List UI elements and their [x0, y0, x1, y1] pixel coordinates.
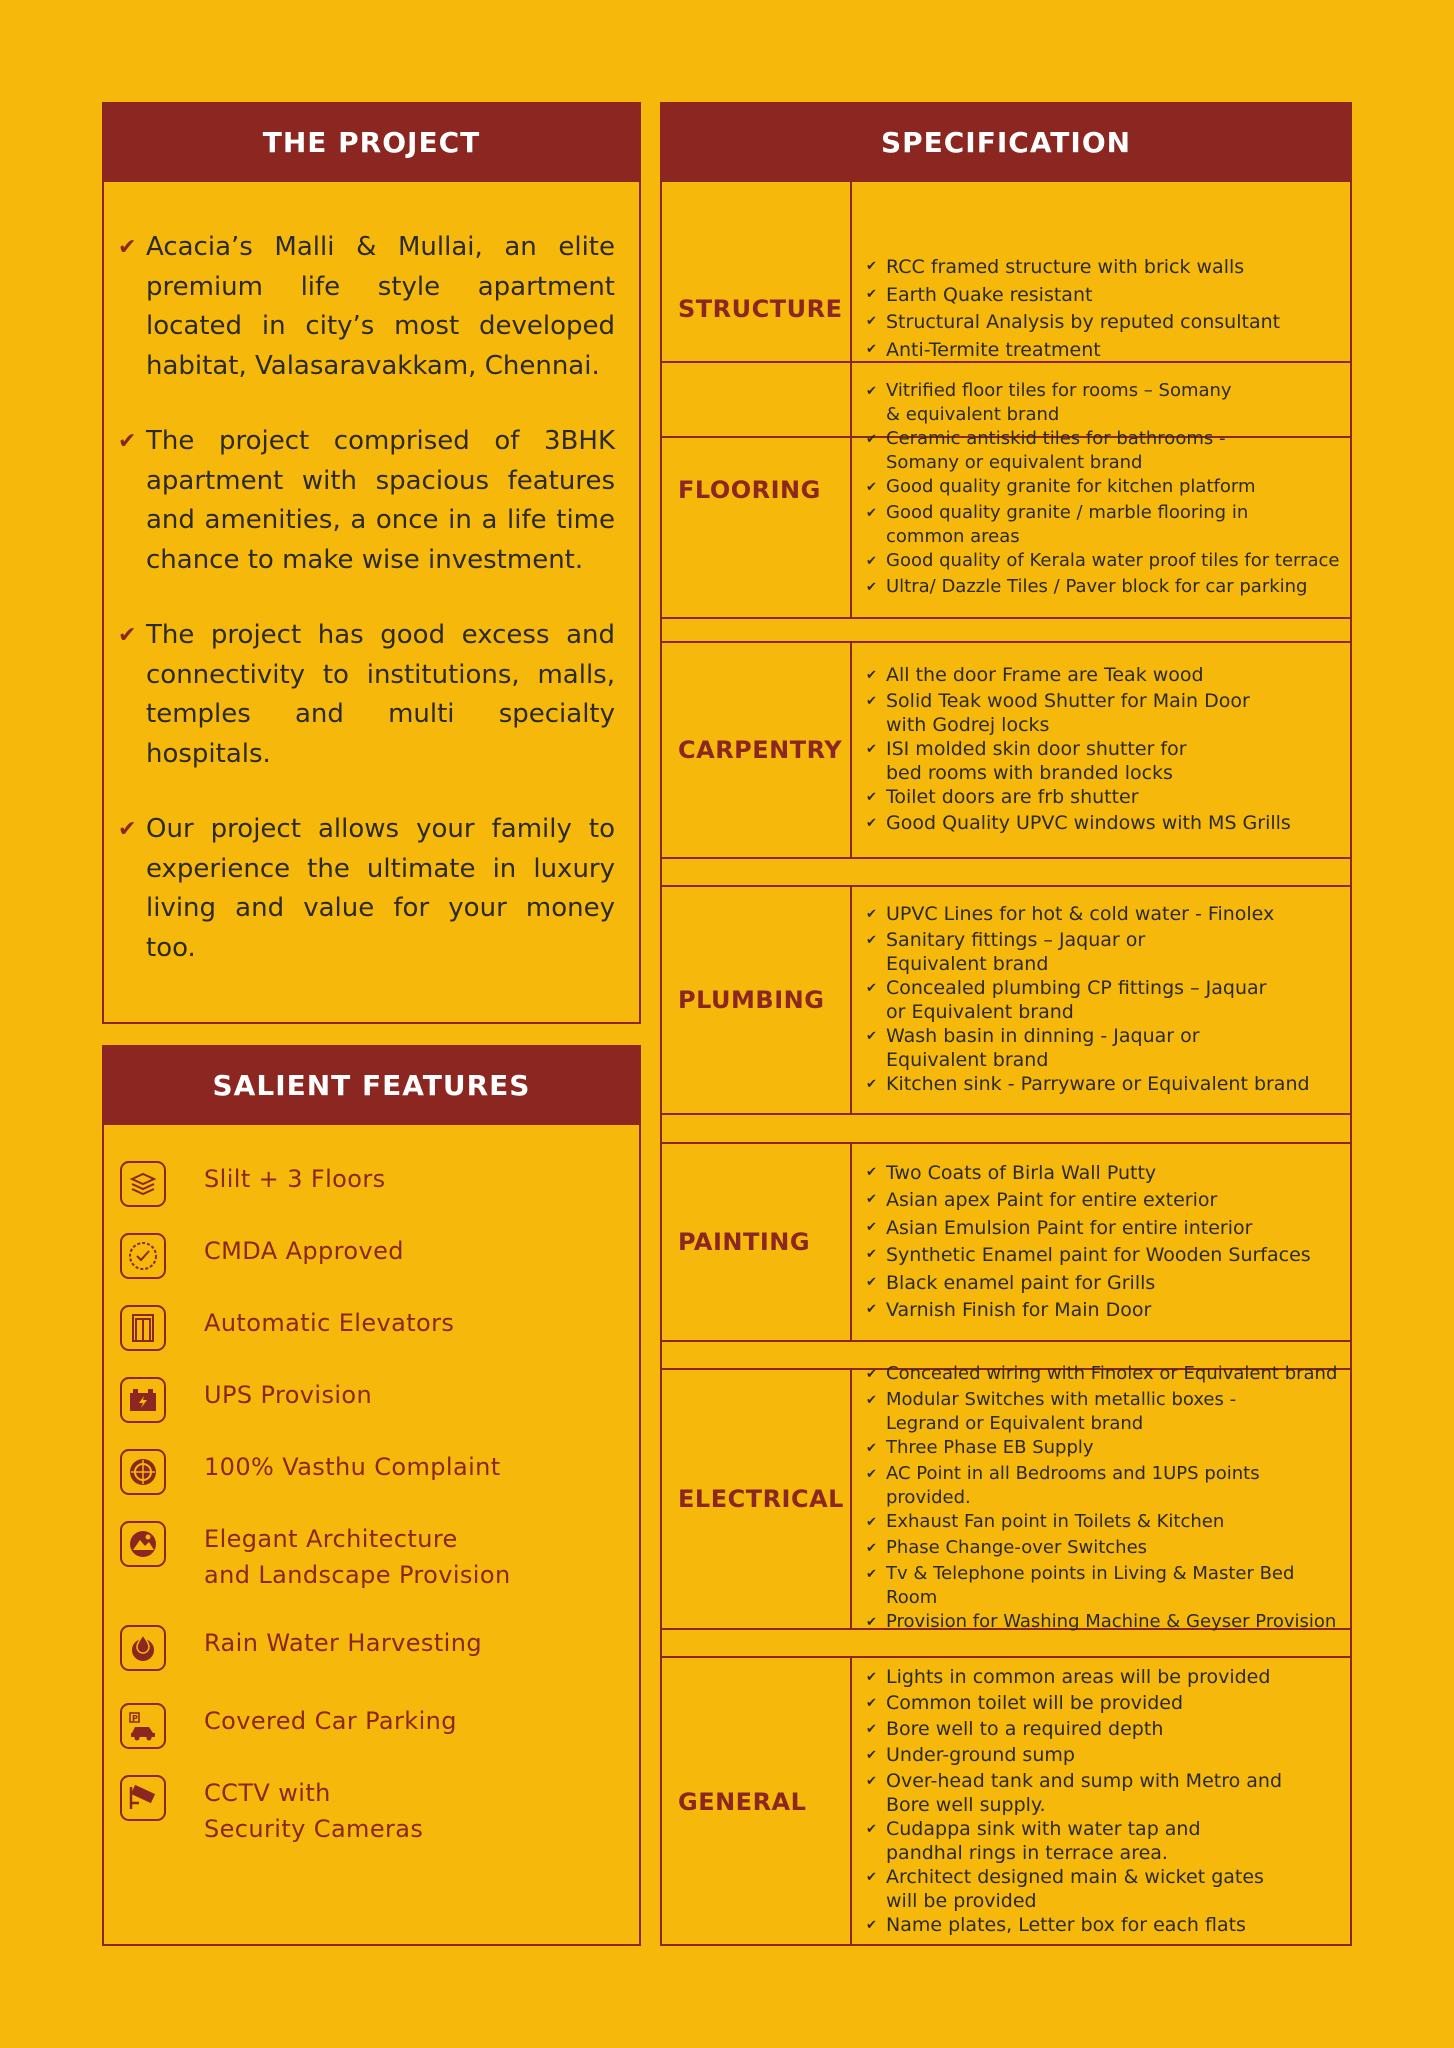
- project-item: [118, 616, 615, 774]
- feature-label: Rain Water Harvesting: [204, 1629, 482, 1657]
- spec-item: ✔ Phase Change-over Switches: [866, 1536, 1350, 1562]
- check-icon: ✔: [866, 1515, 877, 1530]
- check-icon: ✔: [866, 1870, 877, 1885]
- feature-item: [104, 1527, 639, 1631]
- feature-label: Covered Car Parking: [204, 1707, 457, 1735]
- check-icon: ✔: [866, 933, 877, 948]
- spec-item: ✔ Provision for Washing Machine & Geyser Provision: [866, 1610, 1350, 1636]
- check-icon: ✔: [866, 580, 877, 595]
- feature-item: [104, 1383, 639, 1455]
- project-panel: [102, 102, 641, 1024]
- spec-item: ✔ All the door Frame are Teak wood: [866, 663, 1350, 689]
- check-icon: ✔: [866, 286, 877, 302]
- check-icon: ✔: [866, 1247, 877, 1262]
- spec-category: PAINTING: [662, 1144, 852, 1340]
- check-icon: ✔: [866, 790, 877, 805]
- spec-item: ✔ Black enamel paint for Grills: [866, 1270, 1350, 1298]
- feature-item: [104, 1631, 639, 1709]
- check-icon: ✔: [866, 1393, 877, 1408]
- feature-label: CCTV with Security Cameras: [204, 1779, 424, 1843]
- check-icon: ✔: [866, 1696, 877, 1711]
- project-item: [118, 228, 615, 386]
- project-item-text: Acacia’s Malli & Mullai, an elite premium life style apartment located in city’s most developed habitat, Valasaravakkam, Chennai.: [146, 232, 615, 381]
- check-icon: ✔: [866, 1567, 877, 1582]
- spec-items: [852, 1144, 1350, 1340]
- spec-row-painting: [662, 1142, 1350, 1342]
- spec-item: ✔ Toilet doors are frb shutter: [866, 785, 1350, 811]
- check-icon: ✔: [866, 506, 877, 521]
- spec-row-general: [662, 1656, 1350, 1946]
- spec-item: ✔ Concealed wiring with Finolex or Equivalent brand: [866, 1362, 1350, 1388]
- check-icon: ✔: [866, 1722, 877, 1737]
- spec-item: ✔ UPVC Lines for hot & cold water - Finolex: [866, 902, 1350, 928]
- feature-item: [104, 1455, 639, 1527]
- spec-items: [852, 887, 1350, 1113]
- spec-items: [852, 643, 1350, 857]
- feature-label: Slilt + 3 Floors: [204, 1165, 386, 1193]
- spec-item: ✔ Ceramic antiskid tiles for bathrooms - Somany or equivalent brand: [866, 428, 1226, 473]
- features-list: [104, 1125, 639, 1853]
- spec-item: ✔ Three Phase EB Supply: [866, 1436, 1350, 1462]
- spec-category: CARPENTRY: [662, 643, 852, 857]
- project-item-text: Our project allows your family to experience the ultimate in luxury living and value for your money too.: [146, 814, 615, 963]
- check-icon: ✔: [118, 817, 137, 842]
- specification-panel: [660, 102, 1352, 1946]
- spec-item: ✔ Over-head tank and sump with Metro and Bore well supply.: [866, 1770, 1283, 1816]
- spec-item: ✔ Architect designed main & wicket gates will be provided: [866, 1866, 1264, 1912]
- spec-item: ✔ Wash basin in dinning - Jaquar or Equivalent brand: [866, 1025, 1200, 1071]
- check-icon: ✔: [866, 1615, 877, 1630]
- spec-category: FLOORING: [662, 363, 852, 617]
- spec-item: ✔ Asian apex Paint for entire exterior: [866, 1187, 1350, 1215]
- spec-category: ELECTRICAL: [662, 1370, 852, 1628]
- check-icon: ✔: [118, 235, 137, 260]
- check-icon: ✔: [866, 1541, 877, 1556]
- spec-items: [852, 1363, 1350, 1632]
- landscape-icon: [120, 1521, 166, 1567]
- project-item: [118, 810, 615, 968]
- check-icon: ✔: [866, 668, 877, 683]
- check-icon: ✔: [866, 981, 877, 996]
- elevator-icon: [120, 1305, 166, 1351]
- approved-seal-icon: [120, 1233, 166, 1279]
- check-icon: ✔: [866, 341, 877, 357]
- check-icon: ✔: [866, 432, 877, 447]
- check-icon: ✔: [866, 384, 877, 399]
- spec-item: ✔ RCC framed structure with brick walls: [866, 254, 1350, 282]
- feature-label: UPS Provision: [204, 1381, 373, 1409]
- check-icon: ✔: [866, 1774, 877, 1789]
- check-icon: ✔: [866, 1367, 877, 1382]
- spec-item: ✔ Tv & Telephone points in Living & Master Bed Room: [866, 1563, 1295, 1608]
- spec-item: ✔ Ultra/ Dazzle Tiles / Paver block for car parking: [866, 575, 1350, 601]
- check-icon: ✔: [866, 1077, 877, 1092]
- check-icon: ✔: [866, 1302, 877, 1317]
- car-parking-icon: [120, 1703, 166, 1749]
- battery-icon: [120, 1377, 166, 1423]
- check-icon: ✔: [866, 1274, 877, 1290]
- feature-item: [104, 1239, 639, 1311]
- spec-item: ✔ Solid Teak wood Shutter for Main Door with Godrej locks: [866, 690, 1250, 736]
- spec-item: ✔ Concealed plumbing CP fittings – Jaquar or Equivalent brand: [866, 977, 1267, 1023]
- spec-item: ✔ Sanitary fittings – Jaquar or Equivalent brand: [866, 929, 1146, 975]
- check-icon: ✔: [866, 816, 877, 831]
- spec-item: ✔ Cudappa sink with water tap and pandhal rings in terrace area.: [866, 1818, 1201, 1864]
- spec-row-electrical: [662, 1363, 1350, 1632]
- salient-features-panel: [102, 1045, 641, 1946]
- check-icon: ✔: [866, 554, 877, 569]
- spec-item: ✔ Common toilet will be provided: [866, 1691, 1350, 1717]
- specification-title: SPECIFICATION: [662, 104, 1350, 182]
- spec-item: ✔ Exhaust Fan point in Toilets & Kitchen: [866, 1510, 1350, 1536]
- check-icon: ✔: [866, 1822, 877, 1837]
- spec-item: ✔ Good Quality UPVC windows with MS Grills: [866, 811, 1350, 837]
- spec-item: ✔ Synthetic Enamel paint for Wooden Surfaces: [866, 1242, 1350, 1270]
- check-icon: ✔: [866, 1219, 877, 1235]
- check-icon: ✔: [866, 480, 877, 495]
- spec-row-plumbing: [662, 885, 1350, 1115]
- spec-item: ✔ Varnish Finish for Main Door: [866, 1297, 1350, 1325]
- feature-label: CMDA Approved: [204, 1237, 404, 1265]
- feature-item: [104, 1781, 639, 1853]
- spec-item: ✔ Good quality of Kerala water proof tiles for terrace: [866, 549, 1350, 575]
- spec-item: ✔ Good quality granite / marble flooring in common areas: [866, 502, 1249, 547]
- spec-item: ✔ Under-ground sump: [866, 1743, 1350, 1769]
- spec-item: ✔ Two Coats of Birla Wall Putty: [866, 1160, 1350, 1188]
- check-icon: ✔: [866, 694, 877, 709]
- spec-category: STRUCTURE: [662, 182, 852, 436]
- check-icon: ✔: [118, 623, 137, 648]
- feature-item: [104, 1167, 639, 1239]
- spec-category: PLUMBING: [662, 887, 852, 1113]
- check-icon: ✔: [866, 1441, 877, 1456]
- check-icon: ✔: [866, 1029, 877, 1044]
- check-icon: ✔: [866, 314, 877, 329]
- project-title: THE PROJECT: [104, 104, 639, 182]
- spec-item: ✔ Bore well to a required depth: [866, 1717, 1350, 1743]
- feature-item: [104, 1709, 639, 1781]
- spec-item: ✔ AC Point in all Bedrooms and 1UPS points provided.: [866, 1463, 1260, 1508]
- check-icon: ✔: [866, 1748, 877, 1763]
- svg-text:P: P: [132, 1714, 138, 1723]
- check-icon: ✔: [866, 1467, 877, 1482]
- vasthu-icon: [120, 1449, 166, 1495]
- spec-item: ✔ ISI molded skin door shutter for bed rooms with branded locks: [866, 738, 1187, 784]
- feature-label: Automatic Elevators: [204, 1309, 455, 1337]
- check-icon: ✔: [118, 429, 137, 454]
- spec-category: GENERAL: [662, 1658, 852, 1946]
- floors-icon: [120, 1161, 166, 1207]
- project-list: [104, 182, 639, 968]
- spec-row-carpentry: [662, 641, 1350, 859]
- project-item: [118, 422, 615, 580]
- spec-item: ✔ Structural Analysis by reputed consultant: [866, 309, 1350, 337]
- check-icon: ✔: [866, 907, 877, 922]
- spec-items: [852, 1658, 1350, 1946]
- rain-water-icon: [120, 1625, 166, 1671]
- project-item-text: The project comprised of 3BHK apartment with spacious features and amenities, a once in a life time chance to make wise investment.: [146, 426, 615, 575]
- spec-item: ✔ Modular Switches with metallic boxes - Legrand or Equivalent brand: [866, 1389, 1237, 1434]
- spec-item: ✔ Asian Emulsion Paint for entire interior: [866, 1215, 1350, 1243]
- features-title: SALIENT FEATURES: [104, 1047, 639, 1125]
- cctv-icon: [120, 1775, 166, 1821]
- check-icon: ✔: [866, 742, 877, 757]
- spec-item: ✔ Earth Quake resistant: [866, 282, 1350, 310]
- feature-label: Elegant Architecture and Landscape Provision: [204, 1525, 511, 1589]
- spec-row-flooring: [662, 361, 1350, 619]
- check-icon: ✔: [866, 1670, 877, 1685]
- spec-item: ✔ Name plates, Letter box for each flats: [866, 1913, 1350, 1939]
- spec-item: ✔ Good quality granite for kitchen platform: [866, 475, 1350, 501]
- check-icon: ✔: [866, 1164, 877, 1180]
- spec-items: [852, 363, 1350, 617]
- feature-label: 100% Vasthu Complaint: [204, 1453, 501, 1481]
- spec-item: ✔ Kitchen sink - Parryware or Equivalent brand: [866, 1072, 1350, 1098]
- spec-item: ✔ Anti-Termite treatment: [866, 337, 1350, 365]
- feature-item: [104, 1311, 639, 1383]
- check-icon: ✔: [866, 1918, 877, 1933]
- check-icon: ✔: [866, 259, 877, 274]
- check-icon: ✔: [866, 1192, 877, 1207]
- spec-item: ✔ Vitrified floor tiles for rooms – Somany & equivalent brand: [866, 380, 1232, 425]
- spec-item: ✔ Lights in common areas will be provided: [866, 1665, 1350, 1691]
- project-item-text: The project has good excess and connectivity to institutions, malls, temples and multi specialty hospitals.: [146, 620, 615, 769]
